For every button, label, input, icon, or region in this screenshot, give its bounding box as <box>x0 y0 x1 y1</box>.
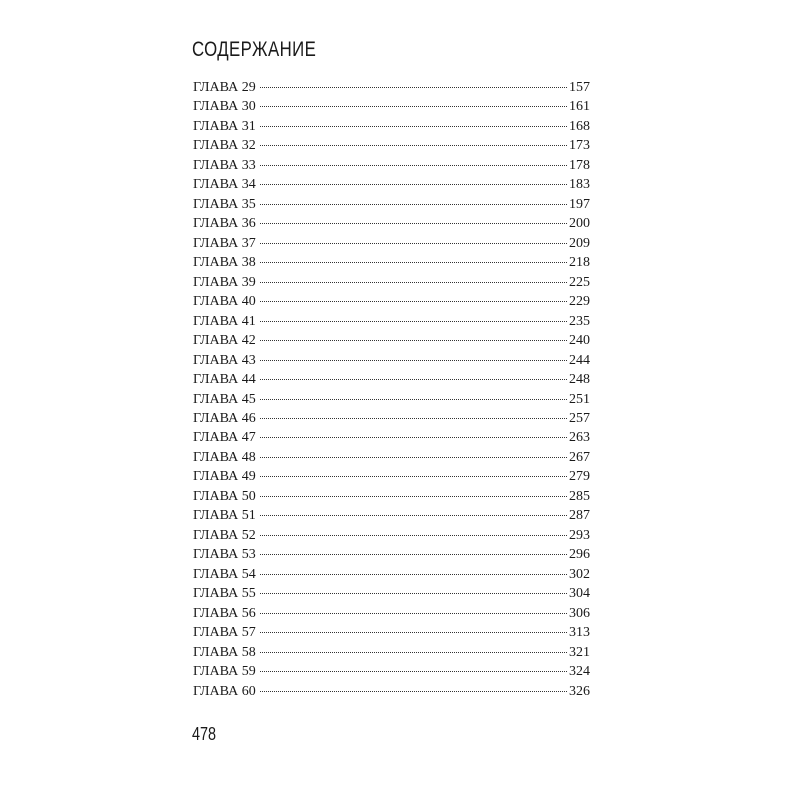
toc-leader-dots <box>260 475 567 477</box>
toc-entry-title: ГЛАВА 37 <box>193 235 256 251</box>
toc-entry-title: ГЛАВА 55 <box>193 586 256 602</box>
toc-entry-page: 279 <box>569 469 590 485</box>
toc-leader-dots <box>260 651 567 653</box>
page-title: СОДЕРЖАНИЕ <box>192 38 317 61</box>
toc-leader-dots <box>260 86 567 88</box>
toc-entry <box>193 545 590 564</box>
toc-entry-page: 178 <box>569 157 590 173</box>
toc-entry-page: 244 <box>569 352 590 368</box>
toc-entry-title: ГЛАВА 53 <box>193 547 256 563</box>
toc-leader-dots <box>260 436 567 438</box>
toc-leader-dots <box>260 553 567 555</box>
toc-leader-dots <box>260 592 567 594</box>
toc-entry <box>193 565 590 584</box>
toc-entry-title: ГЛАВА 42 <box>193 333 256 349</box>
toc-entry <box>193 78 590 97</box>
toc-leader-dots <box>260 105 567 107</box>
toc-entry-title: ГЛАВА 38 <box>193 255 256 271</box>
toc-entry-page: 157 <box>569 80 590 95</box>
toc-leader-dots <box>260 573 567 575</box>
toc-entry-title: ГЛАВА 49 <box>193 469 256 485</box>
toc-leader-dots <box>260 417 567 419</box>
toc-entry <box>193 214 590 233</box>
toc-leader-dots <box>260 514 567 516</box>
toc-leader-dots <box>260 222 567 224</box>
toc-leader-dots <box>260 203 567 205</box>
toc-entry-title: ГЛАВА 58 <box>193 644 256 660</box>
toc-entry-page: 302 <box>569 566 590 582</box>
toc-entry-title: ГЛАВА 44 <box>193 372 256 388</box>
toc-leader-dots <box>260 164 567 166</box>
toc-leader-dots <box>260 359 567 361</box>
toc-entry-page: 324 <box>569 664 590 680</box>
toc-entry <box>193 97 590 116</box>
toc-leader-dots <box>260 378 567 380</box>
toc-entry-page: 304 <box>569 586 590 602</box>
toc-entry-page: 240 <box>569 333 590 349</box>
toc-entry-page: 287 <box>569 508 590 524</box>
toc-leader-dots <box>260 261 567 263</box>
toc-entry-title: ГЛАВА 54 <box>193 566 256 582</box>
toc-entry <box>193 331 590 350</box>
toc-entry-page: 168 <box>569 118 590 134</box>
toc-entry-title: ГЛАВА 36 <box>193 216 256 232</box>
toc-entry-title: ГЛАВА 31 <box>193 118 256 134</box>
toc-entry-title: ГЛАВА 48 <box>193 449 256 465</box>
toc-leader-dots <box>260 281 567 283</box>
toc-entry <box>193 487 590 506</box>
toc-leader-dots <box>260 300 567 302</box>
toc-entry <box>193 370 590 389</box>
toc-entry-title: ГЛАВА 50 <box>193 488 256 504</box>
toc-entry-title: ГЛАВА 56 <box>193 605 256 621</box>
toc-entry <box>193 682 590 701</box>
toc-leader-dots <box>260 398 567 400</box>
toc-entry <box>193 234 590 253</box>
toc-entry-title: ГЛАВА 41 <box>193 313 256 329</box>
toc-entry-title: ГЛАВА 35 <box>193 196 256 212</box>
toc-leader-dots <box>260 242 567 244</box>
toc-entry-page: 173 <box>569 138 590 154</box>
toc-leader-dots <box>260 339 567 341</box>
toc-entry-page: 218 <box>569 255 590 271</box>
toc-entry-page: 209 <box>569 235 590 251</box>
toc-entry-page: 229 <box>569 294 590 310</box>
toc-entry-title: ГЛАВА 43 <box>193 352 256 368</box>
toc-entry-title: ГЛАВА 51 <box>193 508 256 524</box>
toc-entry <box>193 390 590 409</box>
toc-entry-page: 200 <box>569 216 590 232</box>
toc-entry-page: 257 <box>569 410 590 426</box>
toc-entry <box>193 409 590 428</box>
toc-entry-title: ГЛАВА 40 <box>193 294 256 310</box>
toc-leader-dots <box>260 670 567 672</box>
toc-entry-page: 183 <box>569 177 590 193</box>
toc-entry <box>193 292 590 311</box>
toc-entry-page: 313 <box>569 625 590 641</box>
toc-leader-dots <box>260 631 567 633</box>
toc-entry <box>193 175 590 194</box>
toc-leader-dots <box>260 534 567 536</box>
toc-entry-title: ГЛАВА 33 <box>193 157 256 173</box>
toc-entry <box>193 526 590 545</box>
toc-entry <box>193 156 590 175</box>
toc-entry-page: 161 <box>569 99 590 115</box>
toc-entry <box>193 253 590 272</box>
toc-entry-page: 225 <box>569 274 590 290</box>
toc-entry-title: ГЛАВА 60 <box>193 683 256 699</box>
toc-entry-page: 296 <box>569 547 590 563</box>
toc-entry <box>193 312 590 331</box>
table-of-contents <box>193 78 590 701</box>
toc-entry-title: ГЛАВА 45 <box>193 391 256 407</box>
toc-entry <box>193 273 590 292</box>
toc-entry-title: ГЛАВА 32 <box>193 138 256 154</box>
toc-entry-title: ГЛАВА 34 <box>193 177 256 193</box>
toc-entry <box>193 643 590 662</box>
toc-leader-dots <box>260 144 567 146</box>
toc-entry <box>193 448 590 467</box>
toc-entry <box>193 195 590 214</box>
toc-leader-dots <box>260 690 567 692</box>
toc-entry <box>193 604 590 623</box>
toc-entry-page: 321 <box>569 644 590 660</box>
toc-entry-page: 306 <box>569 605 590 621</box>
toc-entry-page: 248 <box>569 372 590 388</box>
toc-leader-dots <box>260 456 567 458</box>
toc-leader-dots <box>260 125 567 127</box>
toc-entry-page: 263 <box>569 430 590 446</box>
toc-entry-page: 285 <box>569 488 590 504</box>
toc-entry-title: ГЛАВА 57 <box>193 625 256 641</box>
toc-leader-dots <box>260 320 567 322</box>
toc-entry-title: ГЛАВА 46 <box>193 410 256 426</box>
toc-entry-page: 293 <box>569 527 590 543</box>
toc-entry <box>193 136 590 155</box>
toc-entry-title: ГЛАВА 39 <box>193 274 256 290</box>
toc-entry <box>193 506 590 525</box>
toc-entry-title: ГЛАВА 29 <box>193 80 256 95</box>
toc-entry-page: 235 <box>569 313 590 329</box>
toc-leader-dots <box>260 495 567 497</box>
toc-entry-title: ГЛАВА 47 <box>193 430 256 446</box>
toc-entry-title: ГЛАВА 59 <box>193 664 256 680</box>
toc-entry <box>193 117 590 136</box>
toc-entry-page: 326 <box>569 683 590 699</box>
toc-entry <box>193 351 590 370</box>
toc-entry-title: ГЛАВА 52 <box>193 527 256 543</box>
toc-entry-page: 267 <box>569 449 590 465</box>
toc-entry <box>193 584 590 603</box>
toc-entry-title: ГЛАВА 30 <box>193 99 256 115</box>
page-number: 478 <box>192 724 217 744</box>
toc-entry-page: 251 <box>569 391 590 407</box>
toc-entry <box>193 467 590 486</box>
toc-entry <box>193 662 590 681</box>
toc-leader-dots <box>260 183 567 185</box>
toc-entry-page: 197 <box>569 196 590 212</box>
toc-entry <box>193 428 590 447</box>
toc-leader-dots <box>260 612 567 614</box>
toc-entry <box>193 623 590 642</box>
